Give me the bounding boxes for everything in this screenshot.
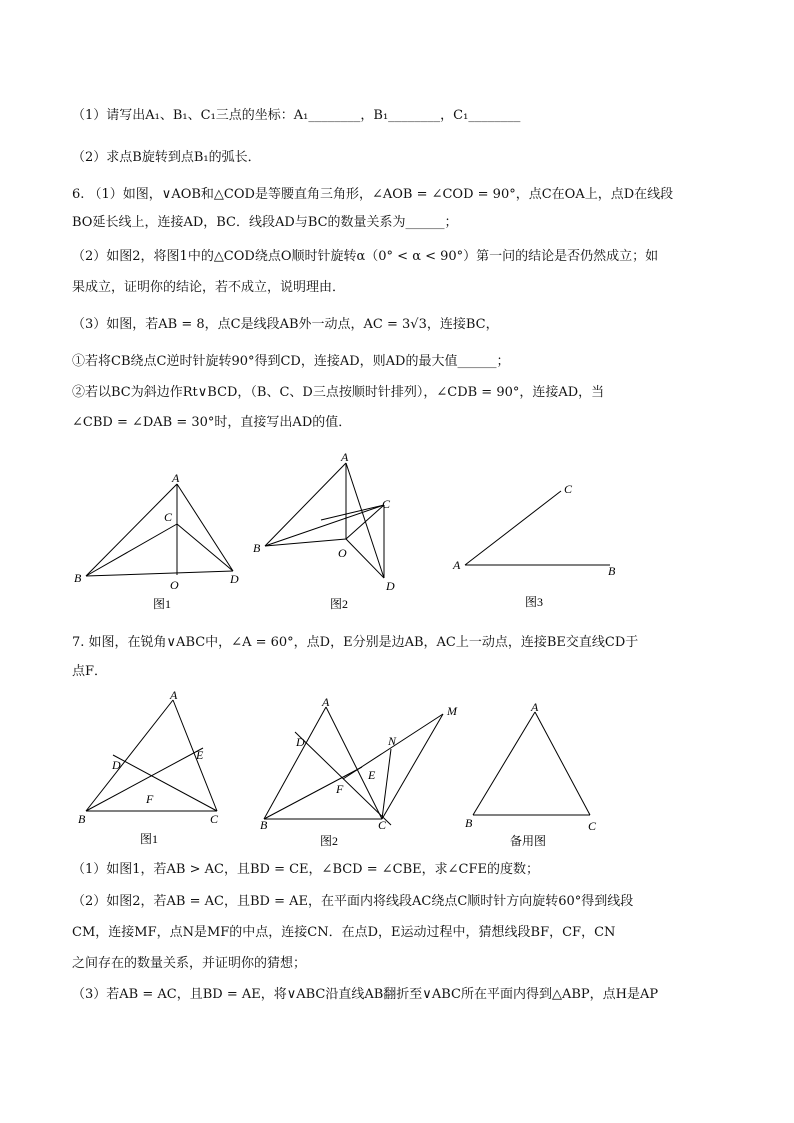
label-d: D xyxy=(230,572,239,586)
q7-figure-spare xyxy=(458,700,618,850)
q5-part1: （1）请写出A₁、B₁、C₁三点的坐标：A₁________，B₁________，C₁________ xyxy=(72,108,521,123)
label-a: A xyxy=(322,695,330,709)
q7-part2-line3: 之间存在的数量关系，并证明你的猜想； xyxy=(72,956,307,971)
figure-caption: 图1 xyxy=(153,597,172,611)
q6-intro-line2: BO延长线上，连接AD，BC．线段AD与BC的数量关系为______； xyxy=(72,215,458,230)
label-o: O xyxy=(338,546,347,560)
figure-caption: 图2 xyxy=(320,834,339,848)
label-c: C xyxy=(564,482,573,496)
q7-intro-line2: 点F． xyxy=(72,664,108,679)
label-c: C xyxy=(378,818,387,832)
label-b: B xyxy=(260,818,268,832)
q7-part2-line1: （2）如图2，若AB = AC，且BD = AE，在平面内将线段AC绕点C顺时针方向旋转60°得到线段 xyxy=(72,894,634,909)
label-n: N xyxy=(388,734,397,748)
q6-figure-1 xyxy=(60,465,260,615)
q6-part3-sub2-line2: ∠CBD = ∠DAB = 30°时，直接写出AD的值． xyxy=(72,415,352,430)
label-f: F xyxy=(336,782,344,796)
label-a: A xyxy=(531,700,539,714)
q6-part2-line2: 果成立，证明你的结论，若不成立，说明理由． xyxy=(72,280,346,295)
label-a: A xyxy=(170,688,178,702)
label-d: D xyxy=(296,735,305,749)
label-b: B xyxy=(78,812,86,826)
label-c: C xyxy=(588,819,597,833)
q7-figure-1 xyxy=(70,690,240,850)
label-b: B xyxy=(608,564,616,578)
figure-caption: 备用图 xyxy=(510,834,547,848)
label-a: A xyxy=(341,450,349,464)
label-o: O xyxy=(170,578,179,592)
q6-part3-sub2-line1: ②若以BC为斜边作Rt∨BCD，（B、C、D三点按顺时针排列），∠CDB = 90°，连接AD，当 xyxy=(72,385,605,400)
label-a: A xyxy=(453,558,461,572)
q7-figure-2 xyxy=(250,695,470,850)
q6-part3-sub1: ①若将CB绕点C逆时针旋转90°得到CD，连接AD，则AD的最大值______； xyxy=(72,354,510,369)
figure-caption: 图2 xyxy=(330,597,349,611)
q5-part2: （2）求点B旋转到点B₁的弧长． xyxy=(72,150,261,165)
q6-intro-line1: 6. （1）如图，∨AOB和△COD是等腰直角三角形，∠AOB = ∠COD = 90°，点C在OA上，点D在线段 xyxy=(72,187,674,202)
label-d: D xyxy=(112,758,121,772)
label-b: B xyxy=(253,541,261,555)
q7-intro-line1: 7. 如图，在锐角∨ABC中，∠A = 60°，点D，E分别是边AB，AC上一动点，连接BE交直线CD于 xyxy=(72,635,639,650)
q6-part3: （3）如图，若AB = 8，点C是线段AB外一动点，AC = 3√3，连接BC， xyxy=(72,317,499,332)
label-e: E xyxy=(196,748,204,762)
figure-caption: 图3 xyxy=(525,595,544,609)
label-b: B xyxy=(465,816,473,830)
label-d: D xyxy=(386,579,395,593)
label-c: C xyxy=(210,812,219,826)
label-f: F xyxy=(146,792,154,806)
q7-part3: （3）若AB = AC，且BD = AE，将∨ABC沿直线AB翻折至∨ABC所在平面内得到△ABP，点H是AP xyxy=(72,987,659,1002)
figure-caption: 图1 xyxy=(140,832,159,846)
label-m: M xyxy=(447,704,457,718)
label-a: A xyxy=(172,471,180,485)
label-e: E xyxy=(368,768,376,782)
label-b: B xyxy=(74,571,82,585)
label-c: C xyxy=(382,497,391,511)
q7-part2-line2: CM，连接MF，点N是MF的中点，连接CN．在点D，E运动过程中，猜想线段BF，CF，CN xyxy=(72,925,616,940)
q6-part2-line1: （2）如图2，将图1中的△COD绕点O顺时针旋转α（0° < α < 90°）第一问的结论是否仍然成立；如 xyxy=(72,249,659,264)
label-c: C xyxy=(164,510,173,524)
q7-part1: （1）如图1，若AB > AC，且BD = CE，∠BCD = ∠CBE，求∠CFE的度数； xyxy=(72,862,539,877)
q6-figure-3 xyxy=(445,480,635,610)
q6-figure-2 xyxy=(245,448,415,618)
